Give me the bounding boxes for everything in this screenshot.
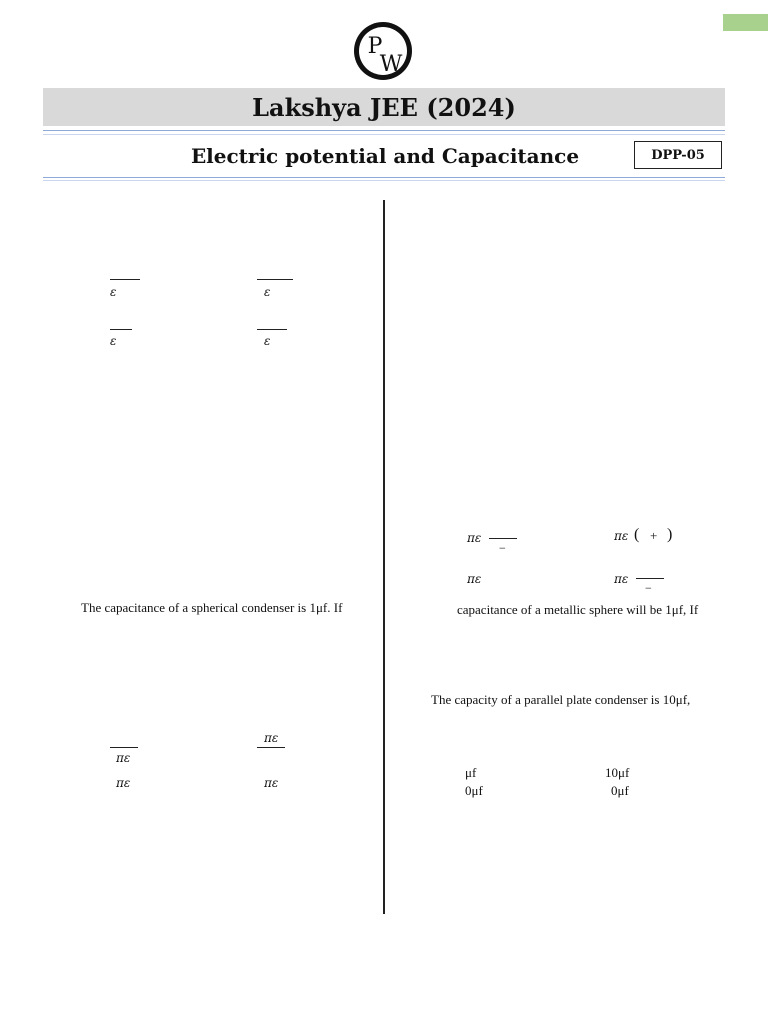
option-value: 0μf [611,783,629,798]
option-symbol: πε [116,776,131,790]
option-symbol: πε [614,572,629,586]
option-symbol: ε [264,285,271,299]
logo-letter-p: P [367,34,383,59]
option-value: 10μf [605,765,630,780]
corner-tab [723,14,768,31]
option-symbol: πε [116,751,131,765]
fraction-bar [110,329,132,330]
fraction-bar [257,329,287,330]
divider-line [43,177,725,178]
divider-line [43,134,725,135]
minus-sign: − [645,581,652,595]
question-text: capacitance of a metallic sphere will be 1μf, If [457,602,699,617]
dpp-badge: DPP-05 [634,141,722,169]
divider-line [43,130,725,131]
chapter-title: Electric potential and Capacitance [190,144,580,168]
fraction-bar [257,279,293,280]
divider-line [43,180,725,181]
option-symbol: πε [264,731,279,745]
logo-letter-w: W [379,52,403,77]
column-divider [383,200,385,914]
option-symbol: ε [264,334,271,348]
option-symbol: πε [467,572,482,586]
fraction-bar [257,747,285,748]
close-paren: ) [667,526,673,543]
option-value: μf [465,765,477,780]
fraction-bar [110,747,138,748]
option-symbol: πε [614,529,629,543]
pw-logo [353,19,413,83]
fraction-bar [489,538,517,539]
option-value: 0μf [465,783,483,798]
page-title: Lakshya JEE (2024) [43,88,725,126]
open-paren: ( [634,526,640,543]
question-text: The capacity of a parallel plate condenser is 10μf, [431,692,691,707]
fraction-bar [636,578,664,579]
option-symbol: πε [467,531,482,545]
option-symbol: ε [110,334,117,348]
fraction-bar [110,279,140,280]
option-symbol: πε [264,776,279,790]
question-text: The capacitance of a spherical condenser is 1μf. If [81,600,343,615]
minus-sign: − [499,541,506,555]
plus-sign: + [650,528,658,543]
option-symbol: ε [110,285,117,299]
